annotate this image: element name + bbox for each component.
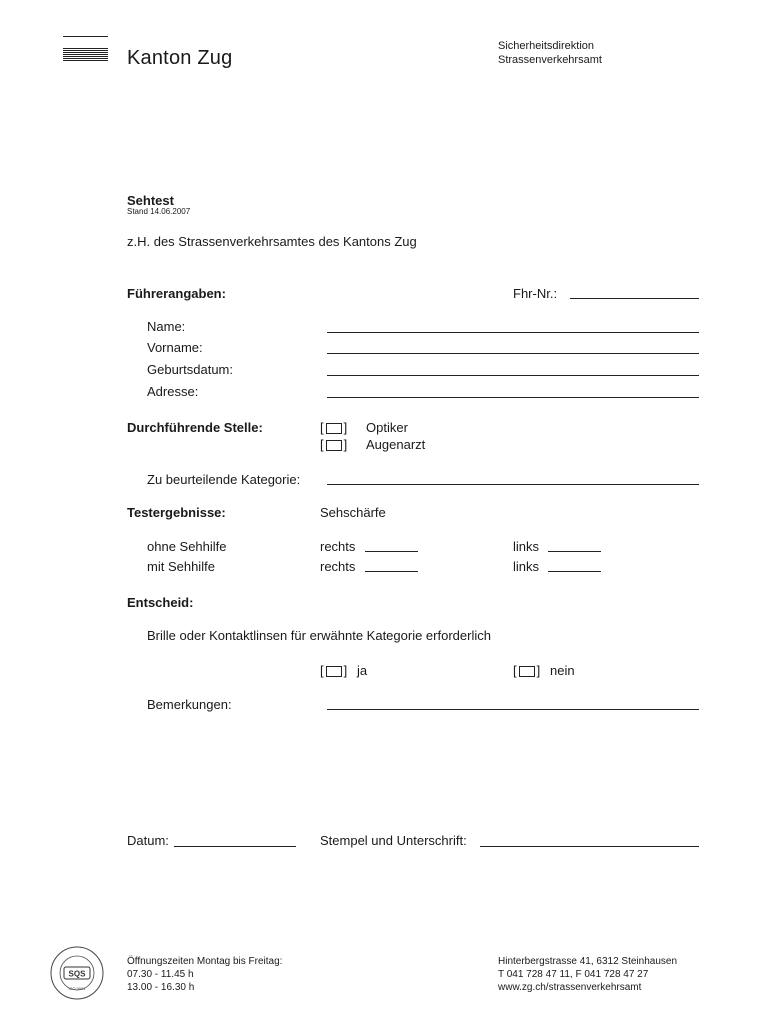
section-executing-label: Durchführende Stelle: [127,420,263,435]
section-results-label: Testergebnisse: [127,505,226,520]
adresse-label: Adresse: [147,384,199,399]
contact-info [498,955,677,994]
document-date: Stand 14.06.2007 [127,207,191,216]
fhr-nr-label: Fhr-Nr.: [513,286,558,301]
section-driver-label: Führerangaben: [127,286,226,301]
checkbox-box[interactable] [519,666,535,677]
without-aid-label: ohne Sehhilfe [147,539,227,554]
without-aid-right-field[interactable] [365,551,418,552]
checkbox-optiker[interactable]: [ ] [320,420,348,435]
name-field[interactable] [327,332,699,333]
opening-hours-title: Öffnungszeiten Montag bis Freitag: [127,956,283,967]
visual-acuity-header: Sehschärfe [320,505,386,520]
opening-hours [127,955,282,994]
without-aid-left-field[interactable] [548,551,601,552]
date-field[interactable] [174,846,296,847]
checkbox-ja[interactable]: [ ] [320,663,348,678]
recipient-line: z.H. des Strassenverkehrsamtes des Kantons Zug [127,234,417,249]
with-aid-label: mit Sehhilfe [147,559,215,574]
no-label: nein [550,663,575,678]
geburtsdatum-field[interactable] [327,375,699,376]
category-label: Zu beurteilende Kategorie: [147,472,301,487]
section-decision-label: Entscheid: [127,595,194,610]
document-title: Sehtest [127,193,174,208]
contact-address: Hinterbergstrasse 41, 6312 Steinhausen [498,956,678,967]
yes-label: ja [357,663,368,678]
opening-hours-morning: 07.30 - 11.45 h [127,969,194,980]
date-label: Datum: [127,833,169,848]
left-eye-label: links [513,559,540,574]
name-label: Name: [147,319,186,334]
checkbox-box[interactable] [326,666,342,677]
vorname-field[interactable] [327,353,699,354]
opening-hours-afternoon: 13.00 - 16.30 h [127,982,195,993]
remarks-label: Bemerkungen: [147,697,232,712]
department-line-2: Strassenverkehrsamt [498,54,602,66]
canton-logo-lines [63,36,108,66]
option-augenarzt-label: Augenarzt [366,437,426,452]
right-eye-label: rechts [320,559,356,574]
with-aid-left-field[interactable] [548,571,601,572]
seal-iso: ISO 9001 [68,986,86,991]
checkbox-augenarzt[interactable]: [ ] [320,437,348,452]
left-eye-label: links [513,539,540,554]
contact-website[interactable]: www.zg.ch/strassenverkehrsamt [498,982,642,993]
contact-phone: T 041 728 47 11, F 041 728 47 27 [498,969,649,980]
right-eye-label: rechts [320,539,356,554]
vorname-label: Vorname: [147,340,203,355]
category-field[interactable] [327,484,699,485]
seal-code: SQS [68,969,86,979]
adresse-field[interactable] [327,397,699,398]
checkbox-box[interactable] [326,423,342,434]
stamp-signature-field[interactable] [480,846,699,847]
stamp-signature-label: Stempel und Unterschrift: [320,833,467,848]
with-aid-right-field[interactable] [365,571,418,572]
brand-name: Kanton Zug [127,47,233,69]
decision-statement: Brille oder Kontaktlinsen für erwähnte Kategorie erforderlich [147,628,491,643]
remarks-field[interactable] [327,709,699,710]
sqs-seal-icon [49,945,105,1001]
checkbox-nein[interactable]: [ ] [513,663,541,678]
department-line-1: Sicherheitsdirektion [498,40,594,52]
checkbox-box[interactable] [326,440,342,451]
fhr-nr-field[interactable] [570,298,699,299]
option-optiker-label: Optiker [366,420,408,435]
department [498,39,602,67]
geburtsdatum-label: Geburtsdatum: [147,362,233,377]
